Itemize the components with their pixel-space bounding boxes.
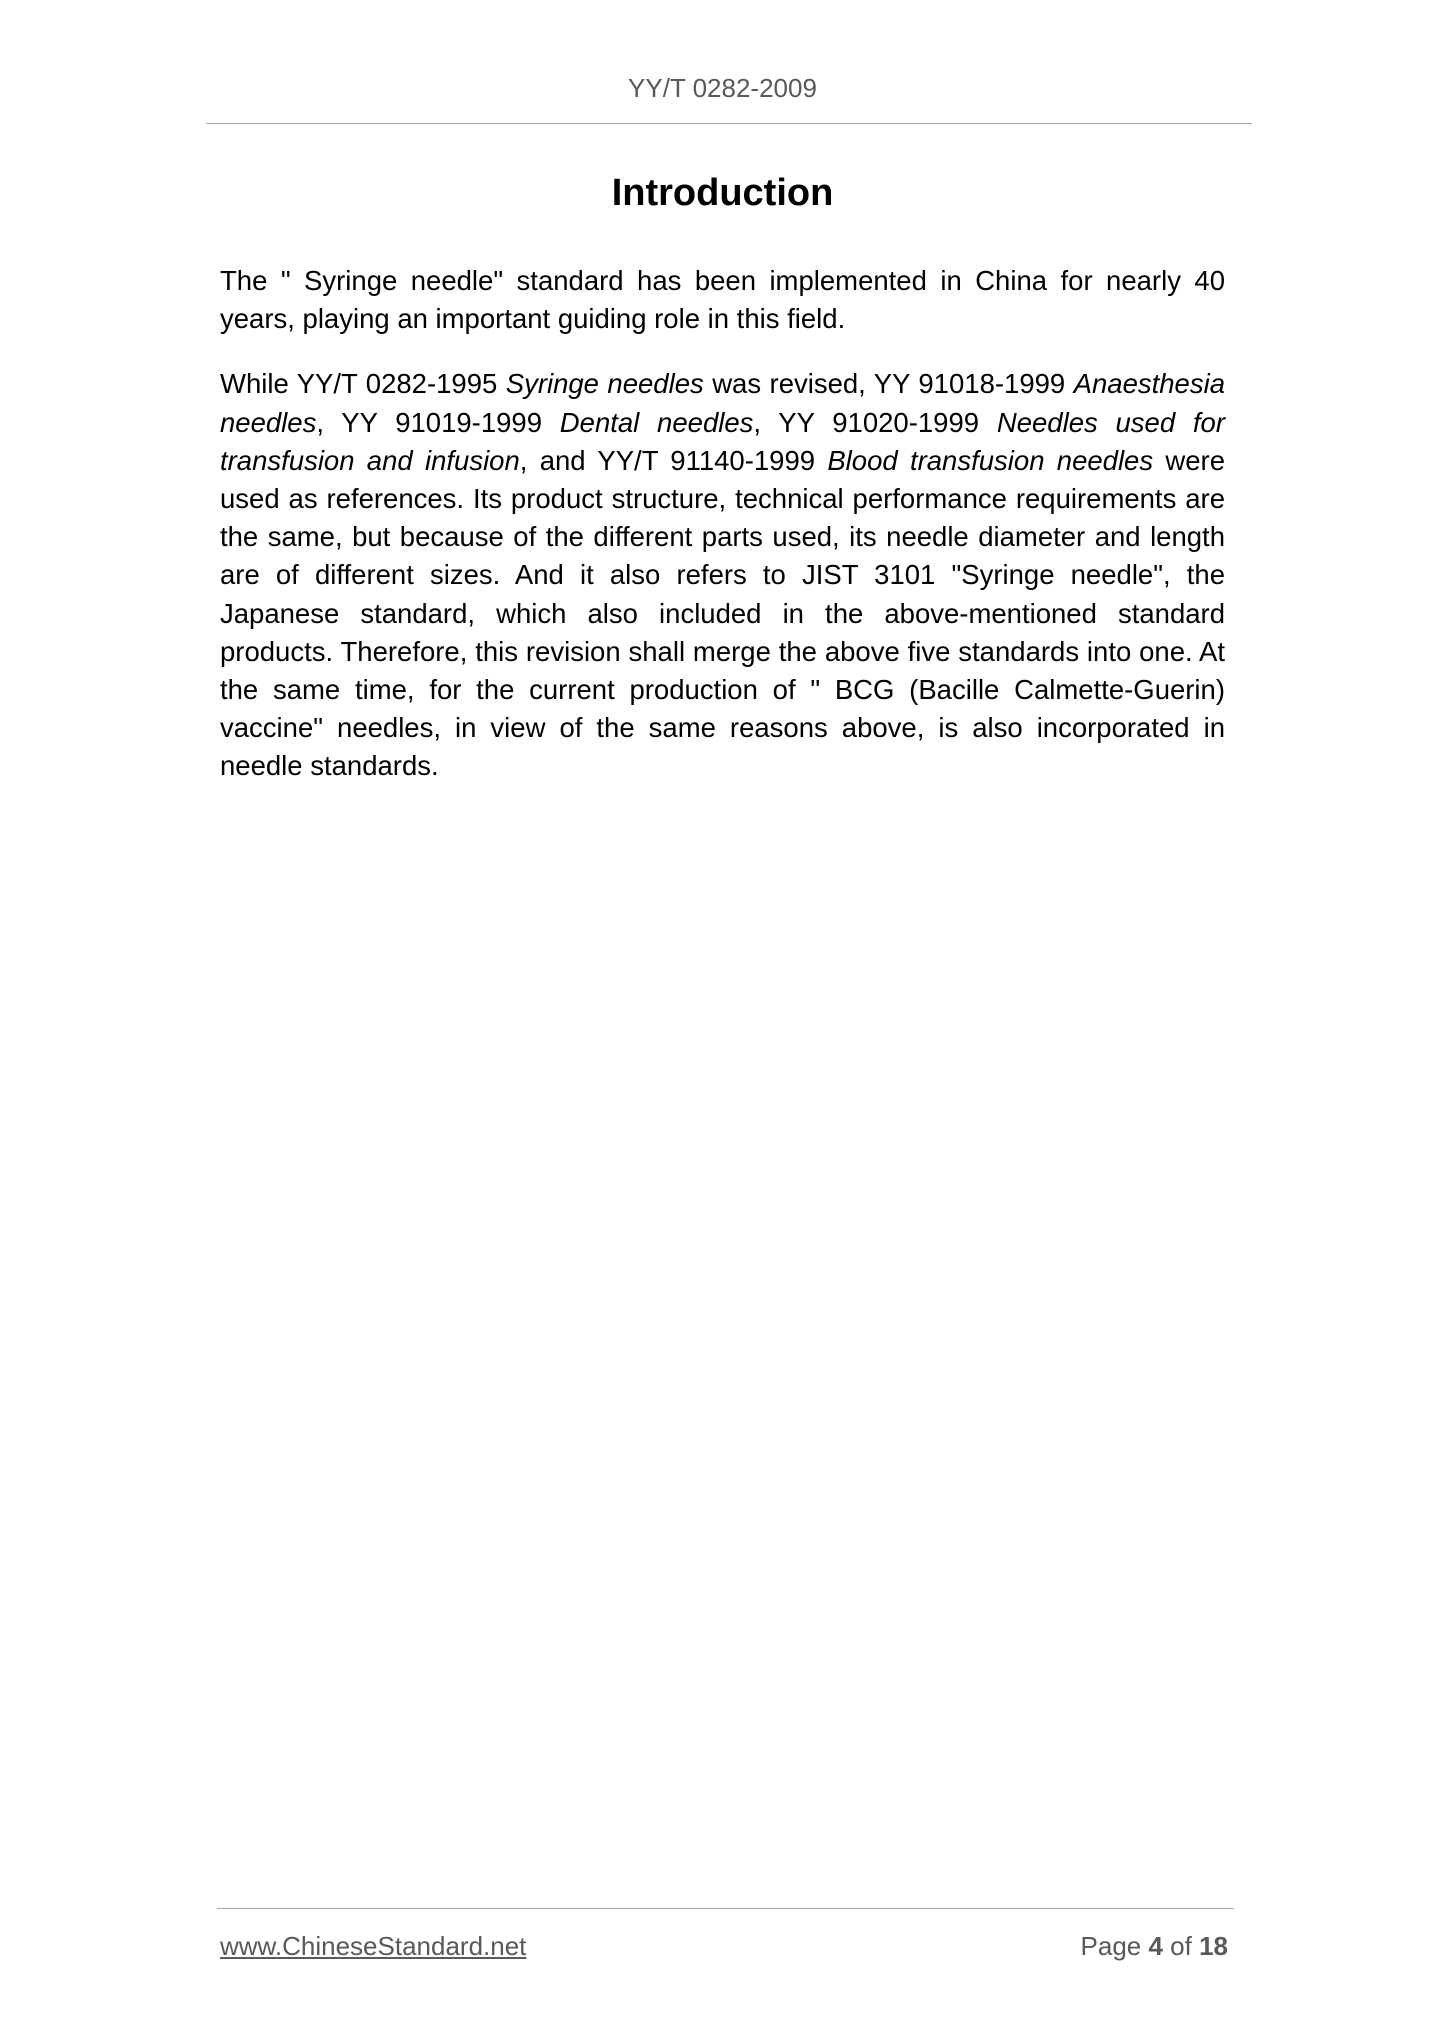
page-total: 18 (1199, 1931, 1228, 1961)
website-link[interactable]: www.ChineseStandard.net (220, 1931, 527, 1961)
p2-text-4: , YY 91020-1999 (753, 406, 997, 438)
footer-divider (217, 1908, 1234, 1909)
section-title: Introduction (611, 172, 834, 214)
p2-text-5: , and YY/T 91140-1999 (519, 444, 828, 476)
page-number (1081, 1930, 1228, 1962)
page-separator: of (1162, 1931, 1200, 1961)
p2-title-blood-transfusion-needles: Blood transfusion needles (827, 444, 1154, 476)
p2-title-dental-needles: Dental needles (559, 406, 754, 438)
page-prefix: Page (1080, 1931, 1149, 1961)
page-current: 4 (1148, 1931, 1163, 1961)
p2-title-syringe-needles: Syringe needles (505, 368, 704, 400)
p2-title-transfusion-infusion-needles: Needles used for transfusion and infusion (220, 406, 1226, 476)
p2-text-3: , YY 91019-1999 (316, 406, 560, 438)
document-code-header: YY/T 0282-2009 (628, 73, 817, 103)
p2-text-2: was revised, YY 91018-1999 (703, 368, 1074, 400)
paragraph-1: The " Syringe needle" standard has been implemented in China for nearly 40 years, playing an important guiding role in this field. (220, 265, 1225, 335)
paragraph-2 (220, 365, 1225, 785)
section-body (220, 262, 1225, 813)
p2-text-1: While YY/T 0282-1995 (220, 368, 506, 400)
header-divider (206, 123, 1252, 124)
p2-text-6: were used as references. Its product structure, technical performance requirements are the same, but because of the different parts used, its needle diameter and length are of different sizes. And it also refers to JIST 3101 "Syringe needle", the Japanese standard, which also included in the above-mentioned standard products. Therefore, this revision shall merge the above five standards into one. At the same time, for the current production of " BCG (Bacille Calmette-Guerin) vaccine" needles, in view of the same reasons above, is also incorporated in needle standards. (220, 444, 1226, 782)
p2-title-anaesthesia-needles: Anaesthesia needles (220, 368, 1225, 438)
